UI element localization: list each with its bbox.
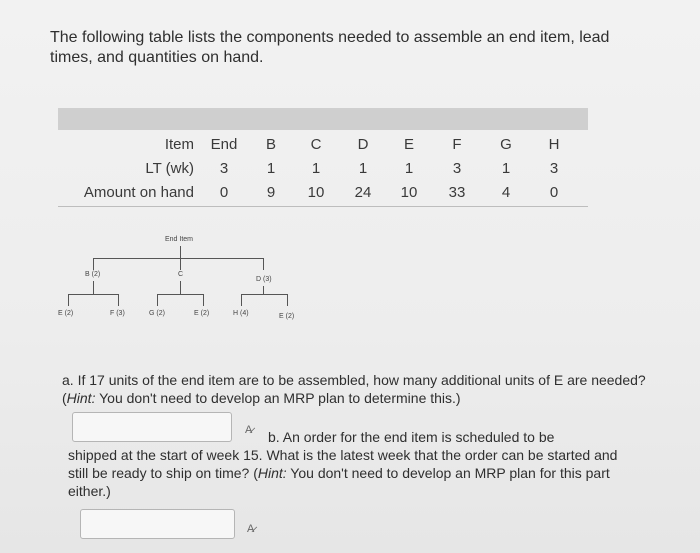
tree-connector <box>118 294 119 306</box>
table-cell: C <box>310 135 322 153</box>
table-cell: H <box>548 135 560 153</box>
tree-node-h: H (4) <box>233 310 249 317</box>
question-b-hint-text: You don't need to develop an MRP plan for this part either.) <box>68 465 610 499</box>
tree-connector <box>180 258 181 270</box>
table-header-band <box>58 108 588 130</box>
question-b <box>68 446 628 500</box>
tree-connector <box>68 294 118 295</box>
tree-node-d: D (3) <box>256 276 272 283</box>
tree-node-g: G (2) <box>149 310 165 317</box>
row-label: Item <box>164 135 194 153</box>
hint-label: Hint: <box>257 465 287 481</box>
table-cell: B <box>265 135 276 153</box>
tree-node-root: End Item <box>165 236 194 243</box>
tree-connector <box>203 294 204 306</box>
tree-node-c: C <box>178 271 184 278</box>
intro-text: The following table lists the components needed to assemble an end item, lead times, and quantities on hand. <box>50 29 610 66</box>
table-cell: 1 <box>311 159 321 177</box>
component-table <box>62 132 578 204</box>
row-label: Amount on hand <box>83 183 194 201</box>
table-cell: 3 <box>452 159 462 177</box>
table-cell: G <box>500 135 512 153</box>
tree-connector <box>68 294 69 306</box>
table-cell: 3 <box>549 159 559 177</box>
answer-b-input[interactable] <box>80 509 235 539</box>
table-cell: D <box>357 135 369 153</box>
table-cell: 9 <box>266 183 276 201</box>
question-b-line1: b. An order for the end item is scheduled to be <box>268 429 555 445</box>
spellcheck-icon[interactable]: A̷ <box>247 523 255 535</box>
table-cell: 24 <box>354 183 372 201</box>
tree-node-e: E (2) <box>58 310 74 317</box>
table-cell: 0 <box>549 183 559 201</box>
table-cell: 1 <box>358 159 368 177</box>
tree-connector <box>241 294 242 306</box>
table-cell: 4 <box>501 183 511 201</box>
answer-a-input[interactable] <box>72 412 232 442</box>
table-row <box>62 132 578 156</box>
table-divider <box>58 206 588 207</box>
tree-connector <box>241 294 287 295</box>
tree-connector <box>93 258 94 270</box>
tree-connector <box>157 294 158 306</box>
table-cell: 1 <box>501 159 511 177</box>
table-cell: E <box>403 135 414 153</box>
hint-label: Hint: <box>66 390 96 406</box>
tree-node-e: E (2) <box>279 313 295 320</box>
tree-connector <box>180 281 181 294</box>
table-cell: 1 <box>266 159 276 177</box>
tree-connector <box>93 258 263 259</box>
tree-connector <box>263 258 264 270</box>
tree-node-e: E (2) <box>194 310 210 317</box>
tree-connector <box>263 286 264 294</box>
question-a <box>62 371 662 407</box>
tree-node-f: F (3) <box>110 310 125 317</box>
table-row <box>62 180 578 204</box>
row-label: LT (wk) <box>145 159 194 177</box>
table-cell: 10 <box>307 183 325 201</box>
question-b-text: shipped at the start of week 15. What is the latest week that the order can be started and still be ready to ship on time? ( <box>68 447 618 481</box>
tree-connector <box>287 294 288 306</box>
table-cell: 10 <box>400 183 418 201</box>
tree-connector <box>180 246 181 258</box>
table-cell: 1 <box>404 159 414 177</box>
table-cell: 33 <box>448 183 466 201</box>
product-structure-tree <box>55 230 325 330</box>
question-a-hint-text: You don't need to develop an MRP plan to determine this.) <box>95 390 461 406</box>
table-cell: End <box>210 135 238 153</box>
table-row <box>62 156 578 180</box>
table-cell: 0 <box>219 183 229 201</box>
tree-node-b: B (2) <box>85 271 101 278</box>
table-cell: F <box>452 135 462 153</box>
table-cell: 3 <box>219 159 229 177</box>
question-a-text: a. If 17 units of the end item are to be assembled, how many additional units of E are needed? ( <box>62 372 646 406</box>
tree-connector <box>157 294 203 295</box>
spellcheck-icon[interactable]: A̷ <box>245 424 253 436</box>
tree-connector <box>93 281 94 294</box>
